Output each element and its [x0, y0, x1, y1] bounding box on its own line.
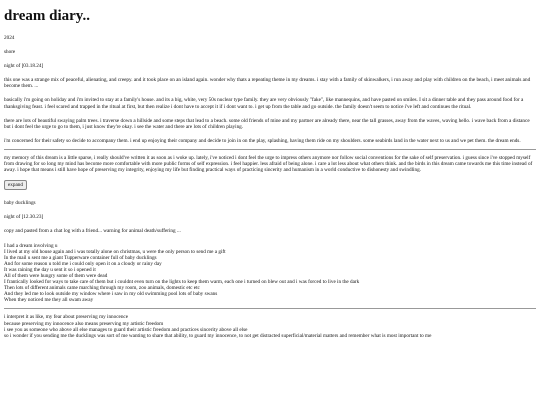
section-year: 2024 — [4, 35, 15, 41]
interpretation-line: because preserving my innocence also means preserving my artistic freedom — [4, 320, 164, 327]
interpretation-line: so i wonder if you sending me the ducklings was sort of me wanting to share that ability, to guard my innocence, to not get distracted superficial/material matters and remember what is most important to me — [4, 332, 432, 339]
interpretation-line: i see you as someone who above all else manages to guard their artistic freedom and practices sincerity above all else — [4, 326, 248, 333]
chat-line: And they led me to look outside my window where i saw in my old swimming pool lots of baby swans — [4, 291, 218, 298]
entry-paragraph: this one was a strange mix of peaceful, alienating, and creepy. and it took place on an island again. wonder why thats a repeating theme in my dreams. i stay with a family of skinwalkers, i run away and play with children on the beach, i meet animals and become them. ... — [4, 77, 531, 90]
entry-paragraph: basically i'm going on holiday and i'm invited to stay at a family's house. and its a big, white, very 50s nuclear type family. they are very obviously "fake", like mannequins, and have pasted on smiles. I sit a dinner table and they pass around food for a thanksgiving feast. i feel scared and trapped in the ritual at first, but then realize i dont have to accept it if i dont want to. i get up from the table and go outside. the family doesn't seem to notice i've left and continues the ritual. — [4, 97, 524, 110]
entry-date: night of [12.30.23] — [4, 214, 44, 221]
chat-line: And for some reason u told me i could only open it on a cloudy or rainy day — [4, 260, 162, 267]
entry-reflection: my memory of this dream is a little sparse, i really should've written it as soon as i woke up. lately, i've noticed i dont feel the urge to impress others anymore nor follow social conventions for the sake of self preservation. i guess since i've stopped myself from drawing for so long my mind has become more comfortable with more public forms of self expression. i feel happier. less afraid of being alone. i care a lot less about what others think. and the birds in this dream came towards me this time instead of away. i hope that means i still have hope of preserving my integrity, enjoying my life but finding practical ways of practicing sincerity and humanism in a world conductive to dishonesty and swindling. — [4, 154, 533, 174]
section-name: shore — [4, 49, 16, 56]
chat-line: I frantically looked for ways to take care of them but i couldnt even turn on the lights to keep them warm, each one i turned on blew out and i was forced to live in the dark — [4, 279, 360, 286]
chat-line: It was raining the day u sent it so i opened it — [4, 266, 96, 273]
entry-subtitle: baby ducklings — [4, 200, 36, 207]
entry-paragraph: i'm concerned for their safety so decide to accompany them. i end up enjoying their company and decide to join in on the play, splashing, having them ride on my shoulders. some seabirds land in the water next to us and we pet them. the dream ends. — [4, 137, 521, 144]
chat-line: Then lots of different animals came marching through my room, zoo animals, domestic etc etc — [4, 285, 200, 292]
chat-line: I had a dream involving u — [4, 242, 58, 249]
interpretation — [4, 314, 536, 338]
divider — [4, 308, 536, 309]
expand-button[interactable]: expand — [4, 180, 27, 190]
chat-line: I lived at my old house again and i was totally alone on christmas, u were the only person to send me a gift — [4, 248, 226, 255]
chat-line: In the mail u sent me a giant Tupperware container full of baby ducklings — [4, 254, 157, 261]
chat-log — [4, 243, 536, 304]
entry-paragraph: there are lots of beautiful swaying palm trees. i traverse down a hillside and some steps that lead to a beach. some old friends of mine and my partner are already there, near the tall grasses, away from the waves, waving hello. i wave back from a distance but i dont feel the urge to go to them, i just know they're okay. i see the water and there are lots of children playing. — [4, 117, 530, 130]
page-title: dream diary.. — [4, 8, 90, 24]
divider — [4, 149, 536, 150]
chat-line: All of them were hungry some of them were dead — [4, 272, 108, 279]
chat-line: When they noticed me they all swam away — [4, 297, 94, 304]
interpretation-line: i interpret it as like, my fear about preserving my innocence — [4, 314, 129, 321]
entry-date: night of [03.18.24] — [4, 63, 44, 70]
entry-intro: copy and pasted from a chat log with a friend... warning for animal death/suffering ... — [4, 228, 181, 235]
